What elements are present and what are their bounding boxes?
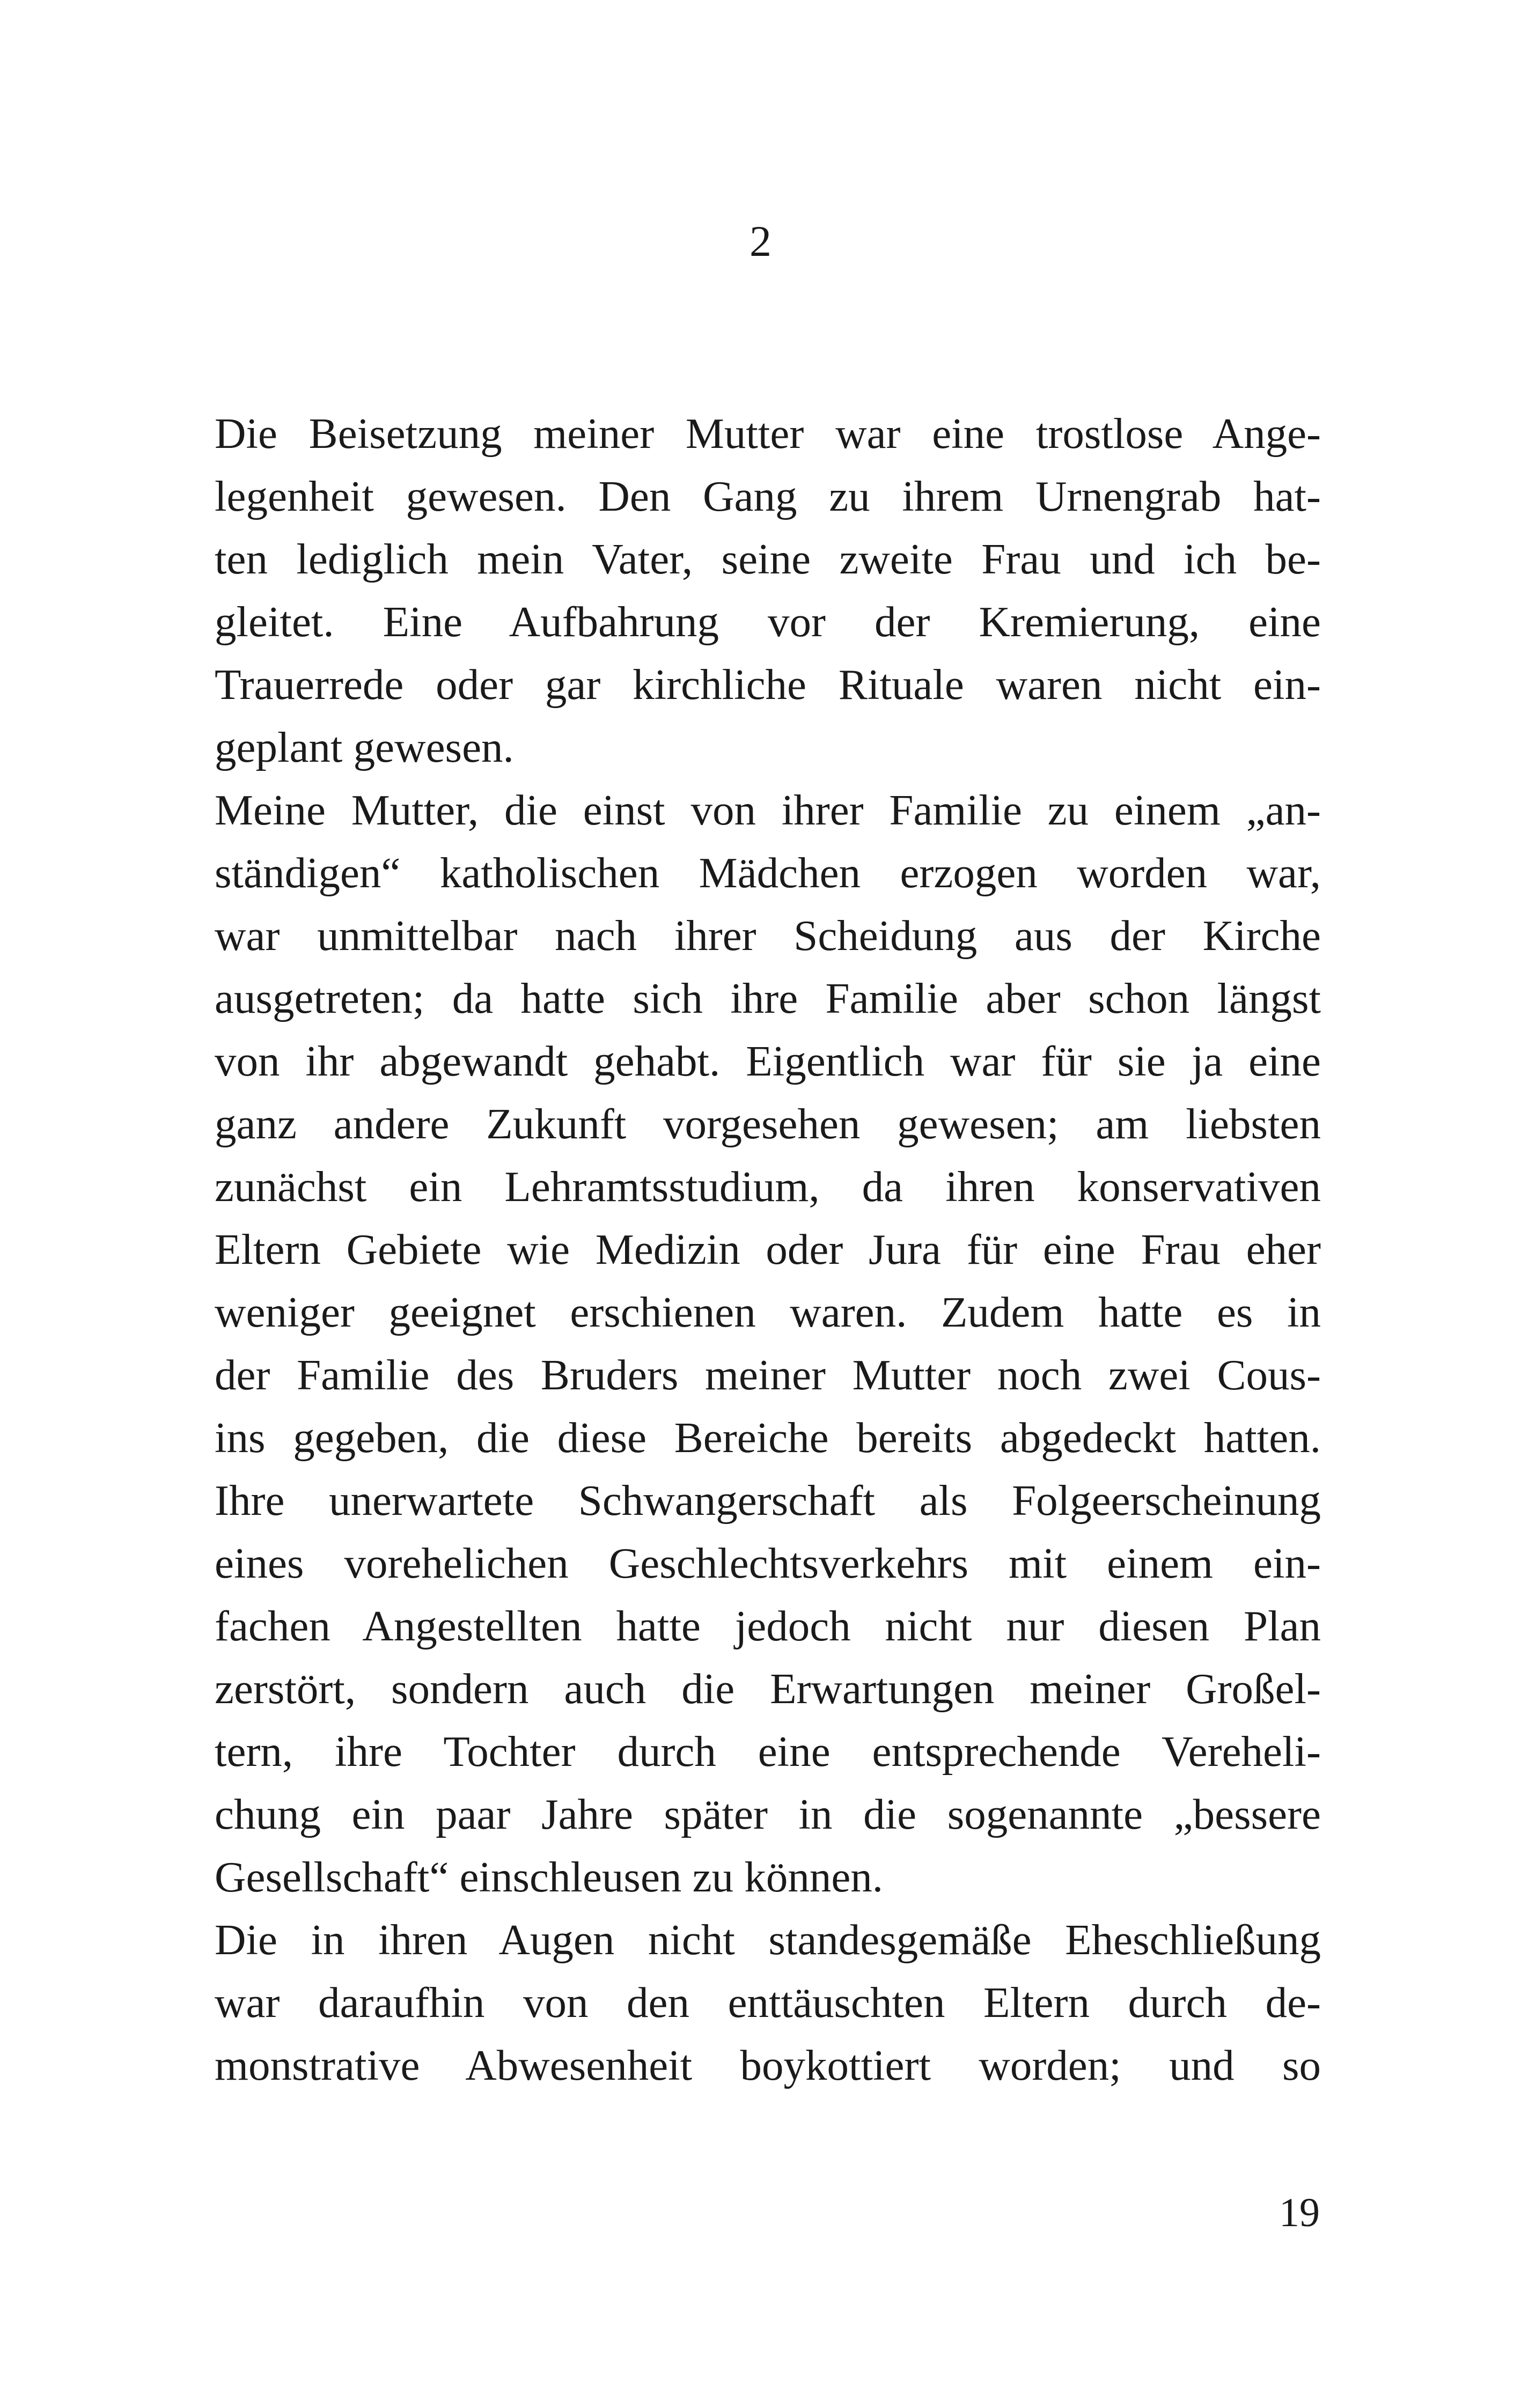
text-line: ins gegeben, die diese Bereiche bereits abgedeckt hatten. [215, 1413, 1321, 1462]
text-line: gleitet. Eine Aufbahrung vor der Kremierung, eine [215, 598, 1321, 646]
page-number: 19 [1279, 2190, 1320, 2235]
text-line: Ihre unerwartete Schwangerschaft als Folgeerscheinung [215, 1476, 1321, 1525]
text-line: zunächst ein Lehramtsstudium, da ihren konservativen [215, 1162, 1321, 1211]
text-line: Die Beisetzung meiner Mutter war eine trostlose Ange- [215, 409, 1321, 458]
text-line: chung ein paar Jahre später in die sogenannte „bessere [215, 1790, 1321, 1838]
text-line: ganz andere Zukunft vorgesehen gewesen; am liebsten [215, 1100, 1321, 1148]
text-line: war daraufhin von den enttäuschten Eltern durch de- [215, 1978, 1321, 2027]
text-line: war unmittelbar nach ihrer Scheidung aus der Kirche [215, 911, 1321, 960]
text-line: tern, ihre Tochter durch eine entsprechende Vereheli- [215, 1727, 1321, 1776]
text-line: ausgetreten; da hatte sich ihre Familie aber schon längst [215, 974, 1321, 1022]
text-line: geplant gewesen. [215, 723, 514, 771]
body-text [215, 402, 1321, 2097]
text-line: Trauerrede oder gar kirchliche Rituale waren nicht ein- [215, 660, 1321, 709]
text-line: Eltern Gebiete wie Medizin oder Jura für eine Frau eher [215, 1225, 1321, 1273]
text-line: Gesellschaft“ einschleusen zu können. [215, 1853, 884, 1901]
text-line: Meine Mutter, die einst von ihrer Familie zu einem „an- [215, 786, 1321, 834]
text-line: Die in ihren Augen nicht standesgemäße Eheschließung [215, 1916, 1321, 1964]
text-line: von ihr abgewandt gehabt. Eigentlich war für sie ja eine [215, 1037, 1321, 1085]
text-line: weniger geeignet erschienen waren. Zudem hatte es in [215, 1288, 1321, 1336]
text-line: ten lediglich mein Vater, seine zweite Frau und ich be- [215, 535, 1321, 583]
text-line: ständigen“ katholischen Mädchen erzogen worden war, [215, 849, 1321, 897]
text-line: der Familie des Bruders meiner Mutter noch zwei Cous- [215, 1351, 1321, 1399]
text-line: legenheit gewesen. Den Gang zu ihrem Urnengrab hat- [215, 472, 1321, 520]
text-line: fachen Angestellten hatte jedoch nicht nur diesen Plan [215, 1602, 1321, 1650]
text-line: zerstört, sondern auch die Erwartungen meiner Großel- [215, 1665, 1321, 1713]
text-line: eines vorehelichen Geschlechtsverkehrs mit einem ein- [215, 1539, 1321, 1587]
text-line: monstrative Abwesenheit boykottiert worden; und so [215, 2041, 1321, 2089]
chapter-number: 2 [750, 217, 771, 266]
